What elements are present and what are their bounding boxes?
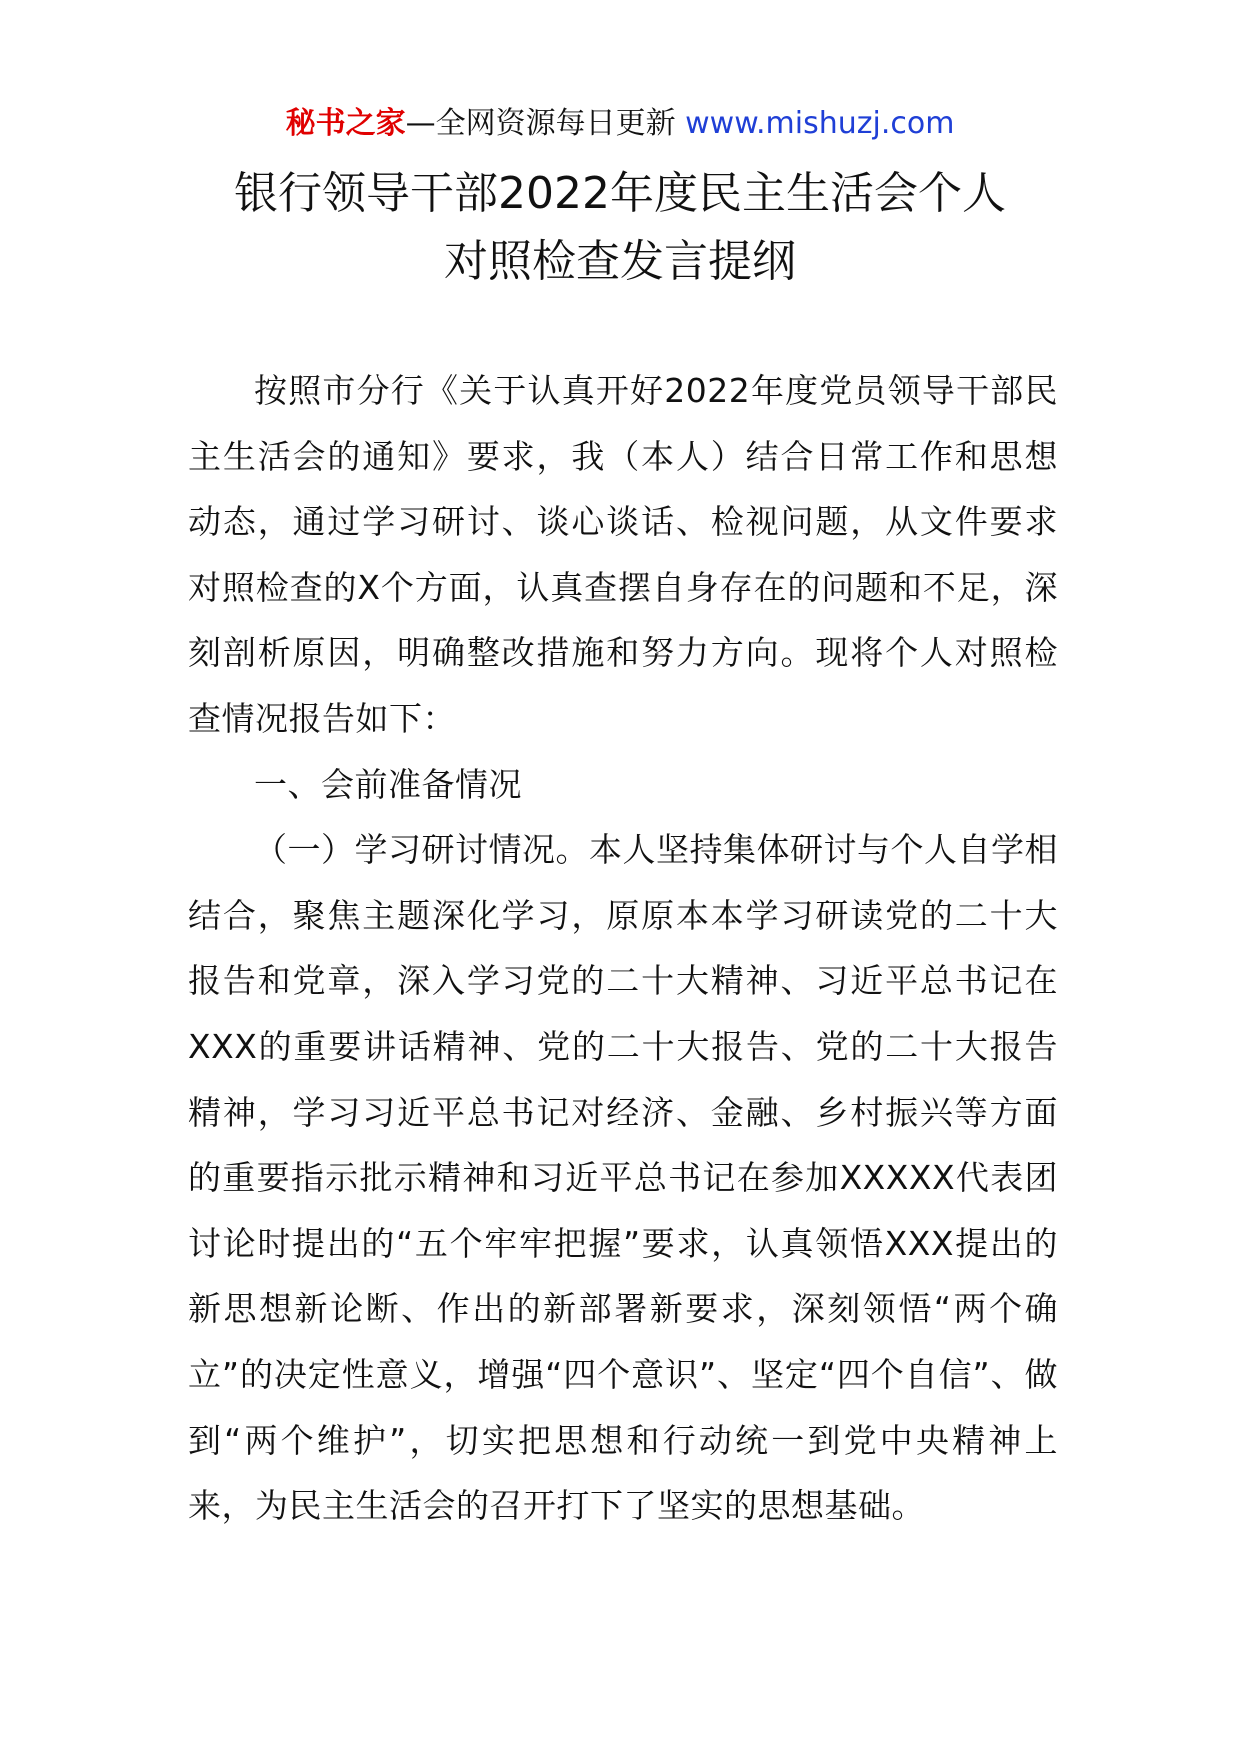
study-paragraph: （一）学习研讨情况。本人坚持集体研讨与个人自学相结合，聚焦主题深化学习，原原本本学习研读党的二十大报告和党章，深入学习党的二十大精神、习近平总书记在XXX的重要讲话精神、党的二十大报告、党的二十大报告精神，学习习近平总书记对经济、金融、乡村振兴等方面的重要指示批示精神和习近平总书记在参加XXXXX代表团讨论时提出的“五个牢牢把握”要求，认真领悟XXX提出的新思想新论断、作出的新部署新要求，深刻领悟“两个确立”的决定性意义，增强“四个意识”、坚定“四个自信”、做到“两个维护”，切实把思想和行动统一到党中央精神上来，为民主生活会的召开打下了坚实的思想基础。 (188, 830, 1058, 1526)
document-title-line-2: 对照检查发言提纲 (444, 236, 796, 287)
document-body (188, 358, 1058, 1539)
brand-name: 秘书之家 (285, 106, 406, 141)
site-url-link[interactable]: www.mishuzj.com (685, 106, 955, 141)
header-tagline: —全网资源每日更新 (405, 106, 676, 141)
intro-paragraph: 按照市分行《关于认真开好2022年度党员领导干部民主生活会的通知》要求，我（本人）结合日常工作和思想动态，通过学习研讨、谈心谈话、检视问题，从文件要求对照检查的X个方面，认真查摆自身存在的问题和不足，深刻剖析原因，明确整改措施和努力方向。现将个人对照检查情况报告如下： (188, 371, 1058, 738)
document-title-line-1: 银行领导干部2022年度民主生活会个人 (234, 168, 1006, 219)
watermark-header (0, 104, 1240, 144)
section-heading: 一、会前准备情况 (254, 764, 522, 804)
document-title (0, 160, 1240, 296)
